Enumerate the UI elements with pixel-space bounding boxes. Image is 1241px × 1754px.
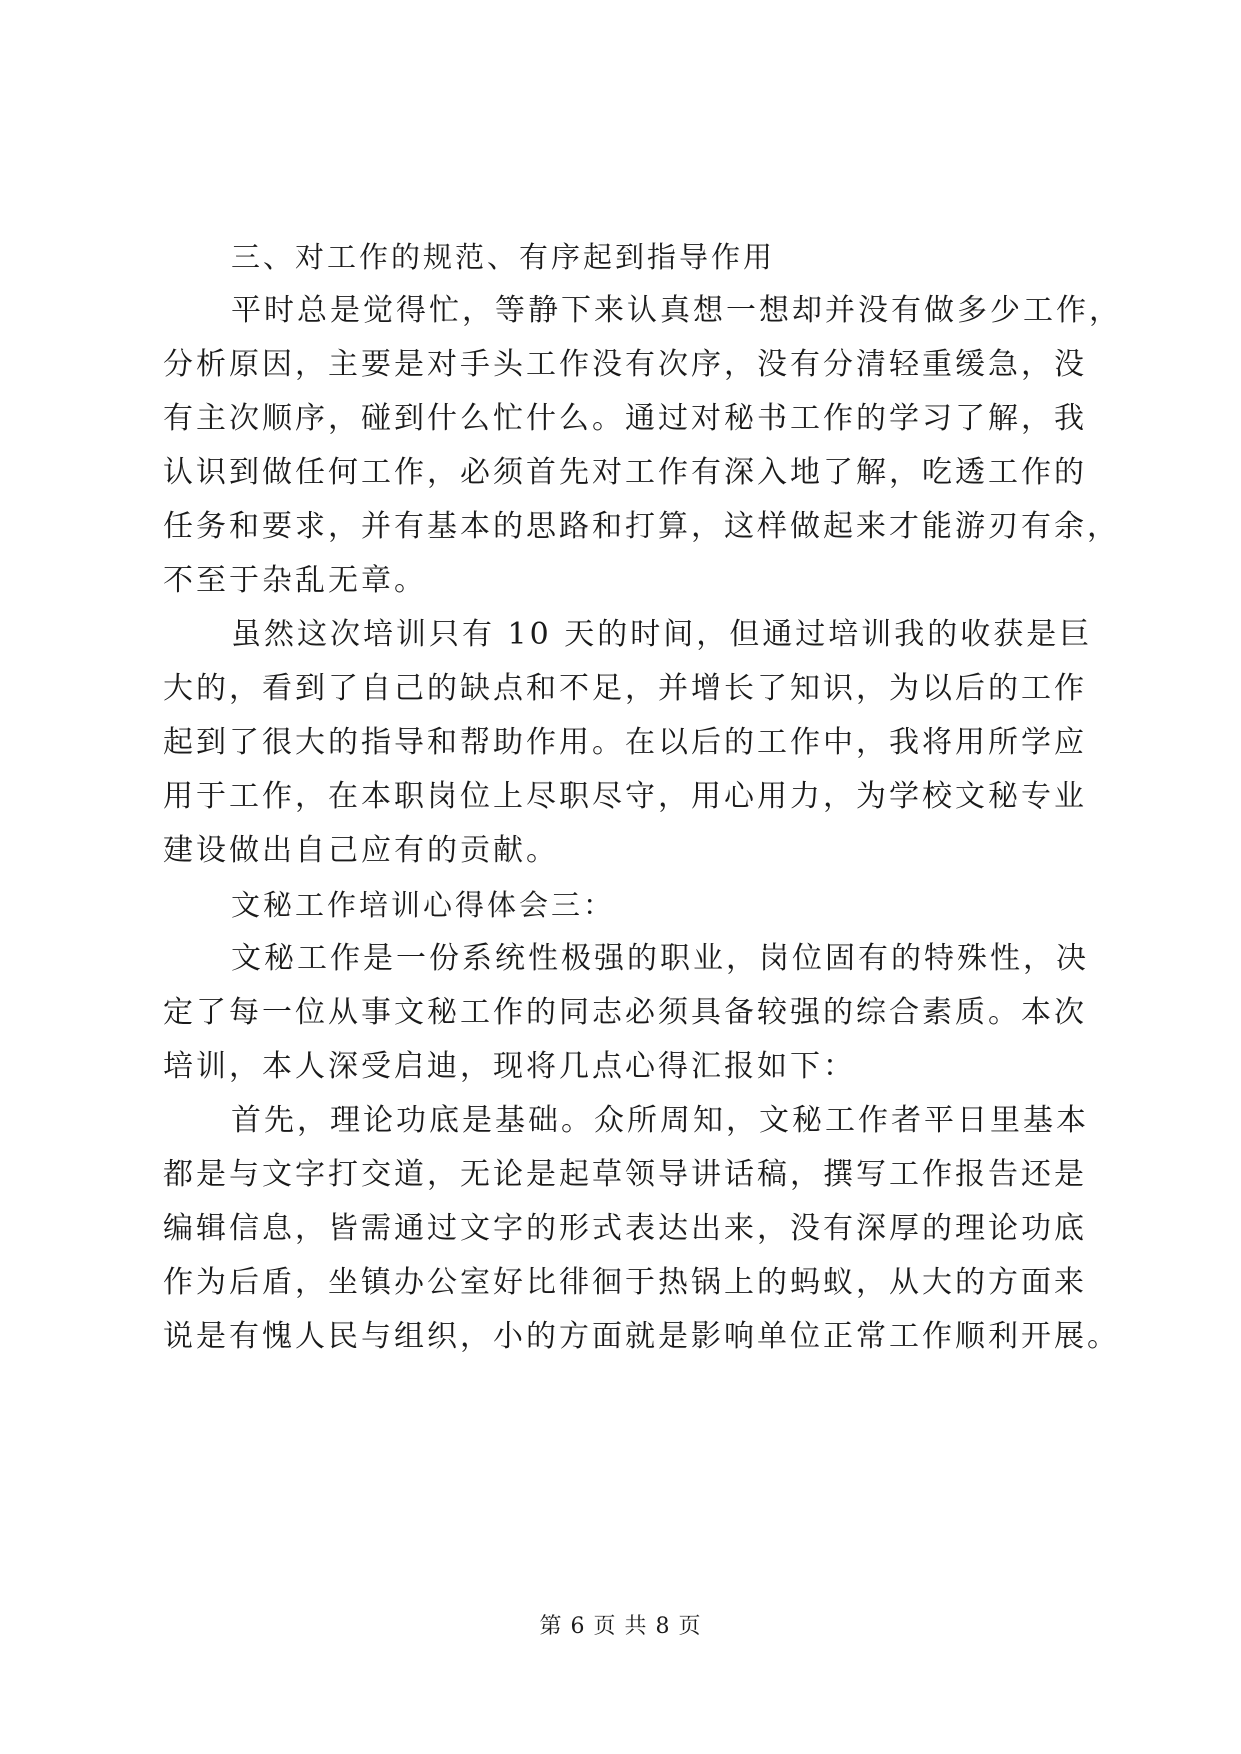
paragraph-line: 定了每一位从事文秘工作的同志必须具备较强的综合素质。本次 [163, 995, 1087, 1030]
paragraph-line: 都是与文字打交道，无论是起草领导讲话稿，撰写工作报告还是 [163, 1157, 1087, 1192]
paragraph-line: 大的，看到了自己的缺点和不足，并增长了知识，为以后的工作 [163, 671, 1087, 706]
paragraph-line: 分析原因，主要是对手头工作没有次序，没有分清轻重缓急，没 [163, 347, 1087, 382]
paragraph-line: 首先，理论功底是基础。众所周知，文秘工作者平日里基本 [231, 1103, 1089, 1138]
document-body [163, 230, 1122, 1364]
paragraph-line: 平时总是觉得忙，等静下来认真想一想却并没有做多少工作， [231, 293, 1122, 328]
subsection-heading: 文秘工作培训心得体会三： [231, 888, 616, 922]
paragraph-line: 说是有愧人民与组织，小的方面就是影响单位正常工作顺利开展。 [163, 1319, 1120, 1354]
paragraph-line: 任务和要求，并有基本的思路和打算，这样做起来才能游刃有余， [163, 509, 1120, 544]
paragraph-line: 作为后盾，坐镇办公室好比徘徊于热锅上的蚂蚁，从大的方面来 [163, 1265, 1087, 1300]
paragraph-line: 虽然这次培训只有 10 天的时间，但通过培训我的收获是巨 [231, 617, 1093, 652]
paragraph-line: 不至于杂乱无章。 [163, 563, 427, 598]
paragraph-line: 起到了很大的指导和帮助作用。在以后的工作中，我将用所学应 [163, 725, 1087, 760]
page-number-footer: 第 6 页 共 8 页 [539, 1614, 702, 1639]
paragraph-line: 文秘工作是一份系统性极强的职业，岗位固有的特殊性，决 [231, 941, 1089, 976]
paragraph-line: 有主次顺序，碰到什么忙什么。通过对秘书工作的学习了解，我 [163, 401, 1087, 436]
paragraph-line: 编辑信息，皆需通过文字的形式表达出来，没有深厚的理论功底 [163, 1211, 1087, 1246]
paragraph-line: 培训，本人深受启迪，现将几点心得汇报如下： [163, 1049, 856, 1084]
paragraph-line: 建设做出自己应有的贡献。 [163, 833, 559, 868]
section-heading: 三、对工作的规范、有序起到指导作用 [231, 240, 776, 274]
paragraph-line: 用于工作，在本职岗位上尽职尽守，用心用力，为学校文秘专业 [163, 779, 1087, 814]
paragraph-line: 认识到做任何工作，必须首先对工作有深入地了解，吃透工作的 [163, 455, 1087, 490]
